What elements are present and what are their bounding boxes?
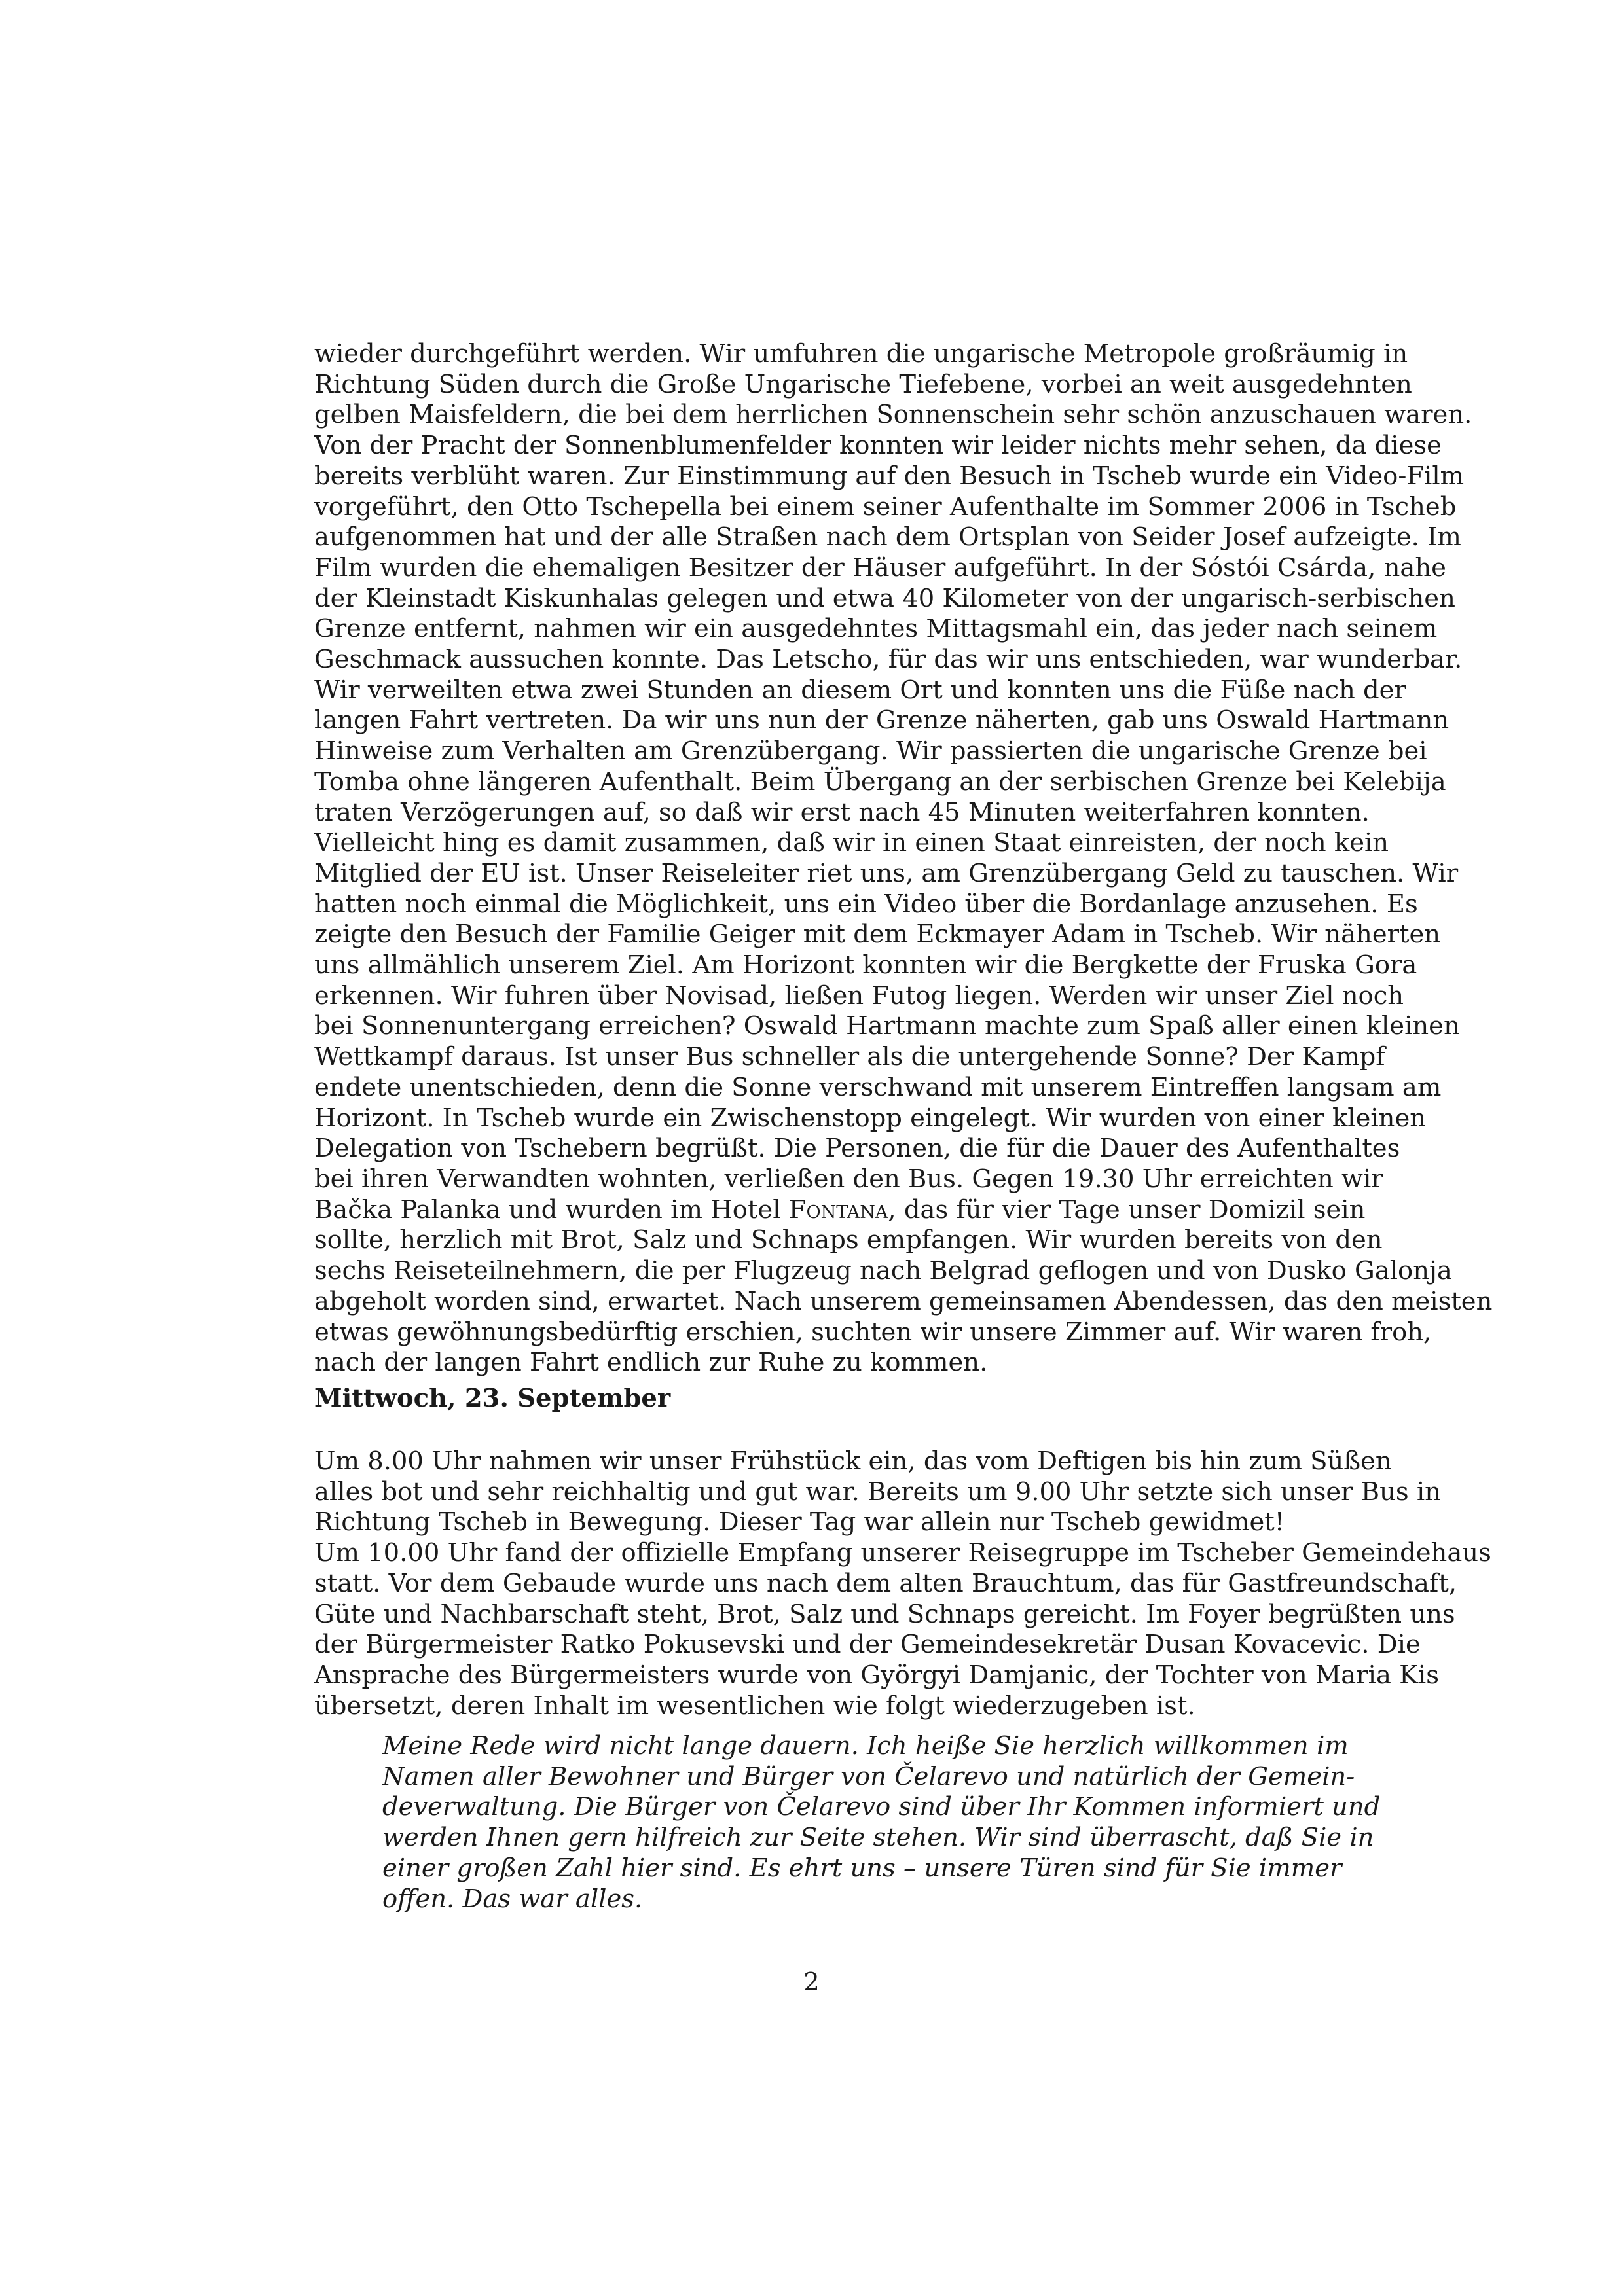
text-line: abgeholt worden sind, erwartet. Nach unserem gemeinsamen Abendessen, das den meisten — [314, 1286, 1493, 1316]
text-line: Vielleicht hing es damit zusammen, daß wir in einen Staat einreisten, der noch kein — [314, 828, 1389, 858]
text-line: Namen aller Bewohner und Bürger von Čelarevo und natürlich der Gemein- — [382, 1761, 1355, 1791]
text-line: gelben Maisfeldern, die bei dem herrlichen Sonnenschein sehr schön anzuschauen waren. — [314, 400, 1472, 430]
text-line: Richtung Tscheb in Bewegung. Dieser Tag war allein nur Tscheb gewidmet! — [314, 1507, 1285, 1537]
text-line: Geschmack aussuchen konnte. Das Letscho, für das wir uns entschieden, war wunderbar. — [314, 645, 1463, 675]
text-line: der Bürgermeister Ratko Pokusevski und der Gemeindesekretär Dusan Kovacevic. Die — [314, 1630, 1421, 1660]
text-line: Ansprache des Bürgermeisters wurde von Györgyi Damjanic, der Tochter von Maria Kis — [314, 1660, 1439, 1690]
text-line: deverwaltung. Die Bürger von Čelarevo sind über Ihr Kommen informiert und — [382, 1792, 1381, 1822]
text-line: hatten noch einmal die Möglichkeit, uns ein Video über die Bordanlage anzusehen. Es — [314, 889, 1418, 919]
text-line: sollte, herzlich mit Brot, Salz und Schnaps empfangen. Wir wurden bereits von den — [314, 1225, 1383, 1255]
text-line: der Kleinstadt Kiskunhalas gelegen und etwa 40 Kilometer von der ungarisch-serbischen — [314, 583, 1455, 613]
text-line: bei Sonnenuntergang erreichen? Oswald Hartmann machte zum Spaß aller einen kleinen — [314, 1011, 1460, 1041]
text-line: Meine Rede wird nicht lange dauern. Ich heiße Sie herzlich willkommen im — [382, 1731, 1349, 1761]
text-line: Hinweise zum Verhalten am Grenzübergang. Wir passierten die ungarische Grenze bei — [314, 736, 1427, 766]
text-line: etwas gewöhnungsbedürftig erschien, suchten wir unsere Zimmer auf. Wir waren froh, — [314, 1317, 1432, 1347]
text-line: Mitglied der EU ist. Unser Reiseleiter riet uns, am Grenzübergang Geld zu tauschen. Wir — [314, 858, 1459, 888]
text-line: Grenze entfernt, nahmen wir ein ausgedehntes Mittagsmahl ein, das jeder nach seinem — [314, 614, 1438, 644]
text-line: bei ihren Verwandten wohnten, verließen den Bus. Gegen 19.30 Uhr erreichten wir — [314, 1164, 1383, 1194]
text-line: bereits verblüht waren. Zur Einstimmung auf den Besuch in Tscheb wurde ein Video-Film — [314, 461, 1465, 491]
text-line: sechs Reiseteilnehmern, die per Flugzeug nach Belgrad geflogen und von Dusko Galonja — [314, 1256, 1452, 1286]
text-line: langen Fahrt vertreten. Da wir uns nun der Grenze näherten, gab uns Oswald Hartmann — [314, 706, 1450, 736]
text-line: uns allmählich unserem Ziel. Am Horizont konnten wir die Bergkette der Fruska Gora — [314, 950, 1417, 980]
body-paragraph-2 — [314, 1446, 1491, 1721]
text-line: Film wurden die ehemaligen Besitzer der Häuser aufgeführt. In der Sóstói Csárda, nahe — [314, 552, 1446, 583]
speech-quote — [382, 1731, 1381, 1914]
text-line: Richtung Süden durch die Große Ungarische Tiefebene, vorbei an weit ausgedehnten — [314, 369, 1412, 399]
text-line: Bačka Palanka und wurden im Hotel Fontana, das für vier Tage unser Domizil sein — [314, 1194, 1366, 1225]
text-line: Tomba ohne längeren Aufenthalt. Beim Übergang an der serbischen Grenze bei Kelebija — [314, 766, 1446, 797]
text-line: erkennen. Wir fuhren über Novisad, ließen Futog liegen. Werden wir unser Ziel noch — [314, 980, 1404, 1011]
text-line: werden Ihnen gern hilfreich zur Seite stehen. Wir sind überrascht, daß Sie in — [382, 1823, 1374, 1853]
text-line: statt. Vor dem Gebaude wurde uns nach dem alten Brauchtum, das für Gastfreundschaft, — [314, 1568, 1457, 1598]
text-line: wieder durchgeführt werden. Wir umfuhren die ungarische Metropole großräumig in — [314, 339, 1408, 368]
text-line: Horizont. In Tscheb wurde ein Zwischenstopp eingelegt. Wir wurden von einer kleinen — [314, 1103, 1427, 1133]
text-line: offen. Das war alles. — [382, 1884, 643, 1914]
text-line: nach der langen Fahrt endlich zur Ruhe zu kommen. — [314, 1348, 988, 1378]
body-paragraph-1 — [314, 339, 1493, 1378]
text-line: aufgenommen hat und der alle Straßen nach dem Ortsplan von Seider Josef aufzeigte. Im — [314, 522, 1461, 552]
text-line: übersetzt, deren Inhalt im wesentlichen wie folgt wiederzugeben ist. — [314, 1691, 1195, 1721]
text-line: Wir verweilten etwa zwei Stunden an diesem Ort und konnten uns die Füße nach der — [314, 675, 1406, 705]
text-line: traten Verzögerungen auf, so daß wir erst nach 45 Minuten weiterfahren konnten. — [314, 797, 1370, 827]
text-line: Wettkampf daraus. Ist unser Bus schneller als die untergehende Sonne? Der Kampf — [314, 1042, 1385, 1072]
text-line: endete unentschieden, denn die Sonne verschwand mit unserem Eintreffen langsam am — [314, 1072, 1442, 1102]
text-line: einer großen Zahl hier sind. Es ehrt uns – unsere Türen sind für Sie immer — [382, 1853, 1342, 1883]
text-line: vorgeführt, den Otto Tschepella bei einem seiner Aufenthalte im Sommer 2006 in Tscheb — [314, 492, 1457, 522]
text-line: alles bot und sehr reichhaltig und gut war. Bereits um 9.00 Uhr setzte sich unser Bus in — [314, 1477, 1441, 1507]
text-line: Delegation von Tschebern begrüßt. Die Personen, die für die Dauer des Aufenthaltes — [314, 1134, 1400, 1164]
text-line: zeigte den Besuch der Familie Geiger mit dem Eckmayer Adam in Tscheb. Wir näherten — [314, 920, 1441, 950]
text-line: Um 8.00 Uhr nahmen wir unser Frühstück ein, das vom Deftigen bis hin zum Süßen — [314, 1446, 1392, 1476]
text-line: Güte und Nachbarschaft steht, Brot, Salz und Schnaps gereicht. Im Foyer begrüßten uns — [314, 1599, 1455, 1629]
text-line: Von der Pracht der Sonnenblumenfelder konnten wir leider nichts mehr sehen, da diese — [314, 431, 1442, 461]
section-heading: Mittwoch, 23. September — [314, 1384, 671, 1413]
page-number: 2 — [803, 1967, 820, 1997]
hotel-name: Fontana — [788, 1194, 888, 1225]
text-line: Um 10.00 Uhr fand der offizielle Empfang unserer Reisegruppe im Tscheber Gemeindehaus — [314, 1538, 1491, 1568]
